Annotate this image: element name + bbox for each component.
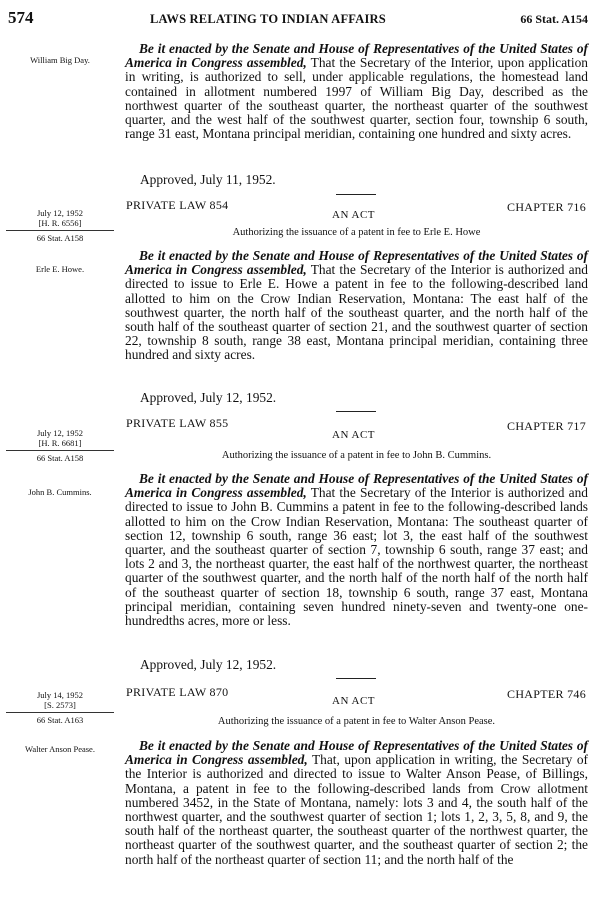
- margin-name: Erle E. Howe.: [35, 264, 85, 274]
- act-purpose: Authorizing the issuance of a patent in fee to John B. Cummins.: [221, 450, 492, 461]
- section-text: [125, 249, 588, 363]
- act-heading: AN ACT: [332, 429, 376, 441]
- margin-name: Walter Anson Pease.: [25, 744, 95, 754]
- section-text: [125, 472, 588, 628]
- margin-bill: [S. 2573]: [44, 700, 76, 710]
- chapter-number: CHAPTER 717: [507, 419, 586, 433]
- approved-date: Approved, July 11, 1952.: [140, 172, 276, 187]
- act-heading: AN ACT: [332, 695, 376, 707]
- section-divider: [336, 678, 376, 679]
- margin-date: July 12, 1952: [36, 208, 84, 218]
- margin-stat: 66 Stat. A158: [36, 453, 84, 463]
- margin-stat: 66 Stat. A163: [36, 715, 84, 725]
- section-body: That, upon application in writing, the Secretary of the Interior is authorized and directed to issue to Walter Anson Pease, of Billings, Montana, a patent in fee to the following-described lands from Crow allotment numbered 3452, in the State of Montana, namely: lots 3 and 4, the south half of the northwest quarter, and the southwest quarter of section 1; lots 1, 2, 3, 5, 8, and 9, the south half of the northeast quarter, the southeast quarter of the northwest quarter, the northeast quarter of the southwest quarter, and the southeast quarter of section 2; the north half of the northeast quarter of section 11; and the north half of the: [125, 752, 589, 867]
- margin-bill: [H. R. 6681]: [38, 438, 82, 448]
- enacting-clause: Be it enacted by the Senate and House of Representatives of the United States of America in Congress assembled,: [125, 248, 588, 278]
- enacting-clause: Be it enacted by the Senate and House of Representatives of the United States of America in Congress assembled,: [125, 41, 588, 71]
- section-text: [125, 42, 588, 141]
- margin-stat: 66 Stat. A158: [36, 233, 84, 243]
- stat-reference: 66 Stat. A154: [520, 12, 588, 26]
- approved-date: Approved, July 12, 1952.: [140, 390, 277, 405]
- section-text: [125, 739, 588, 867]
- section-divider: [336, 411, 376, 412]
- act-purpose: Authorizing the issuance of a patent in fee to Walter Anson Pease.: [217, 716, 496, 727]
- margin-note: [6, 428, 114, 463]
- enacting-clause: Be it enacted by the Senate and House of Representatives of the United States of America in Congress assembled,: [125, 471, 588, 501]
- act-purpose: Authorizing the issuance of a patent in fee to Erle E. Howe: [232, 227, 481, 238]
- private-law-number: PRIVATE LAW 854: [126, 198, 229, 212]
- private-law-number: PRIVATE LAW 870: [126, 685, 229, 699]
- approved-date: Approved, July 12, 1952.: [140, 657, 277, 672]
- margin-bill: [H. R. 6556]: [38, 218, 82, 228]
- margin-name: William Big Day.: [30, 55, 90, 65]
- margin-date: July 12, 1952: [36, 428, 84, 438]
- margin-name: John B. Cummins.: [28, 487, 92, 497]
- margin-date: July 14, 1952: [36, 690, 84, 700]
- private-law-number: PRIVATE LAW 855: [126, 416, 229, 430]
- section-body: That the Secretary of the Interior, upon application in writing, is authorized to sell, under applicable regulations, the homestead land contained in allotment numbered 1997 of William Big Day, described as the northwest quarter of the southeast quarter, the northeast quarter of the southwest quarter, and the west half of the southwest quarter, section four, township 6 south, range 31 east, Montana principal meridian, containing one hundred and sixty acres.: [125, 55, 589, 142]
- chapter-number: CHAPTER 746: [507, 687, 586, 701]
- chapter-number: CHAPTER 716: [507, 200, 586, 214]
- margin-note: [6, 690, 114, 725]
- running-title: LAWS RELATING TO INDIAN AFFAIRS: [150, 12, 386, 26]
- enacting-clause: Be it enacted by the Senate and House of Representatives of the United States of America in Congress assembled,: [125, 738, 588, 768]
- section-body: That the Secretary of the Interior is authorized and directed to issue to John B. Cummins a patent in fee to the following-described lands allotted to him on the Crow Indian Reservation, Montana: The southeast quarter of section 12, township 6 south, range 36 east; lot 3, the east half of the southwest quarter, and the southeast quarter of section 7, township 6 south, range 37 east; and lots 2 and 3, the northeast quarter, the east half of the northwest quarter, the northeast quarter of the southwest quarter, and the north half of the north half of the north half of the southeast quarter of section 18, township 6 south, range 37 east, Montana principal meridian, containing seven hundred ninety-seven and twenty-one one-hundredths acres, more or less.: [125, 485, 588, 629]
- margin-note: [6, 208, 114, 243]
- page-number: 574: [8, 8, 34, 27]
- section-body: That the Secretary of the Interior is authorized and directed to issue to Erle E. Howe a patent in fee to the following-described land allotted to him on the Crow Indian Reservation, Montana: The east half of the southwest quarter, the north half of the southeast quarter, and the north half of the south half of the southeast quarter of section 21, and the southwest quarter of section 22, township 8 south, range 38 east, Montana principal meridian, containing three hundred and sixty acres.: [125, 262, 588, 363]
- act-heading: AN ACT: [332, 209, 376, 221]
- section-divider: [336, 194, 376, 195]
